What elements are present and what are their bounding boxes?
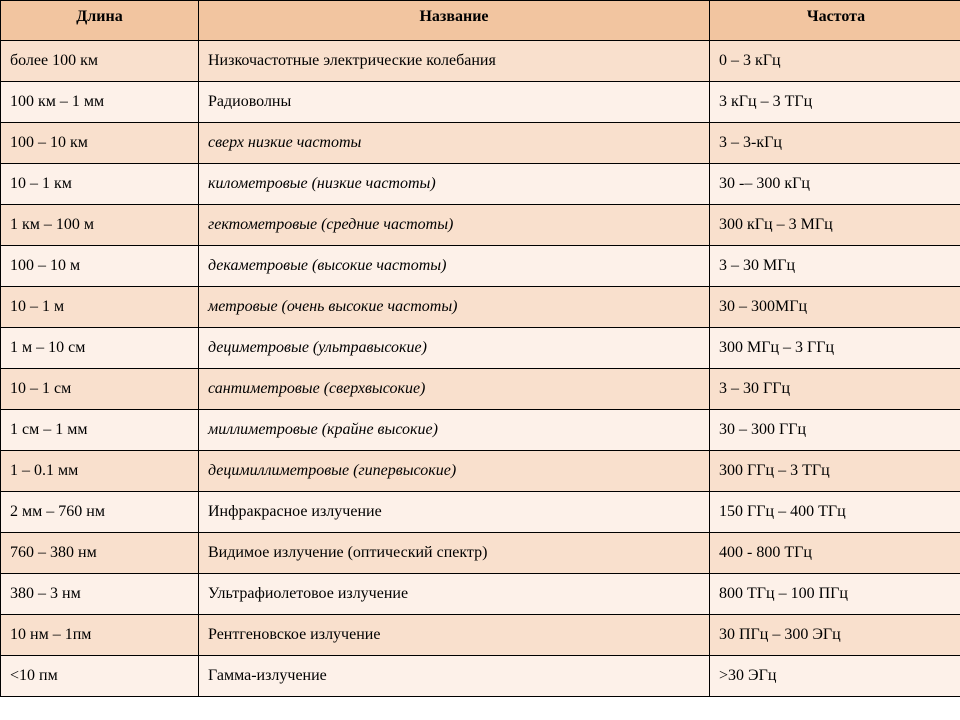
cell-frequency: 3 – 30 МГц [710,246,960,287]
table-row [1,287,960,328]
cell-frequency: 400 - 800 ТГц [710,533,960,574]
table-row [1,574,960,615]
cell-frequency: 30 – 300 ГГц [710,410,960,451]
table-row [1,164,960,205]
cell-length: 2 мм – 760 нм [1,492,199,533]
cell-frequency: 3 – 30 ГГц [710,369,960,410]
cell-length: 10 – 1 км [1,164,199,205]
header-name: Название [199,1,710,41]
header-length: Длина [1,1,199,41]
table-row [1,82,960,123]
cell-length: 380 – 3 нм [1,574,199,615]
cell-frequency: 800 ТГц – 100 ПГц [710,574,960,615]
table-row [1,328,960,369]
table-row [1,451,960,492]
header-frequency: Частота [710,1,960,41]
cell-frequency: 3 кГц – 3 ТГц [710,82,960,123]
cell-frequency: 0 – 3 кГц [710,41,960,82]
cell-length: 1 см – 1 мм [1,410,199,451]
cell-name: миллиметровые (крайне высокие) [199,410,710,451]
cell-length: 1 – 0.1 мм [1,451,199,492]
cell-name: Низкочастотные электрические колебания [199,41,710,82]
cell-length: 1 км – 100 м [1,205,199,246]
cell-name: метровые (очень высокие частоты) [199,287,710,328]
cell-frequency: >30 ЭГц [710,656,960,697]
table-row [1,123,960,164]
table-row [1,205,960,246]
cell-length: более 100 км [1,41,199,82]
cell-name: сантиметровые (сверхвысокие) [199,369,710,410]
table-row [1,246,960,287]
cell-length: 10 – 1 м [1,287,199,328]
table-row [1,533,960,574]
cell-name: Рентгеновское излучение [199,615,710,656]
cell-length: 100 – 10 км [1,123,199,164]
cell-length: 10 – 1 см [1,369,199,410]
cell-name: дециметровые (ультравысокие) [199,328,710,369]
table-row [1,492,960,533]
cell-frequency: 300 МГц – 3 ГГц [710,328,960,369]
cell-name: километровые (низкие частоты) [199,164,710,205]
table-row [1,656,960,697]
cell-frequency: 300 кГц – 3 МГц [710,205,960,246]
cell-length: 100 – 10 м [1,246,199,287]
header-row [1,1,960,41]
cell-name: декаметровые (высокие частоты) [199,246,710,287]
cell-frequency: 150 ГГц – 400 ТГц [710,492,960,533]
cell-length: <10 пм [1,656,199,697]
cell-length: 10 нм – 1пм [1,615,199,656]
cell-name: Радиоволны [199,82,710,123]
cell-frequency: 30 ПГц – 300 ЭГц [710,615,960,656]
cell-length: 1 м – 10 см [1,328,199,369]
cell-name: децимиллиметровые (гипервысокие) [199,451,710,492]
cell-name: Ультрафиолетовое излучение [199,574,710,615]
cell-frequency: 30 – 300МГц [710,287,960,328]
table-row [1,410,960,451]
cell-name: Инфракрасное излучение [199,492,710,533]
cell-length: 100 км – 1 мм [1,82,199,123]
cell-name: гектометровые (средние частоты) [199,205,710,246]
cell-name: Гамма-излучение [199,656,710,697]
cell-name: сверх низкие частоты [199,123,710,164]
cell-frequency: 3 – 3-кГц [710,123,960,164]
table-header [1,1,960,41]
cell-frequency: 300 ГГц – 3 ТГц [710,451,960,492]
table-row [1,369,960,410]
table-body [1,41,960,697]
cell-frequency: 30 -– 300 кГц [710,164,960,205]
cell-name: Видимое излучение (оптический спектр) [199,533,710,574]
table-row [1,41,960,82]
table-row [1,615,960,656]
cell-length: 760 – 380 нм [1,533,199,574]
